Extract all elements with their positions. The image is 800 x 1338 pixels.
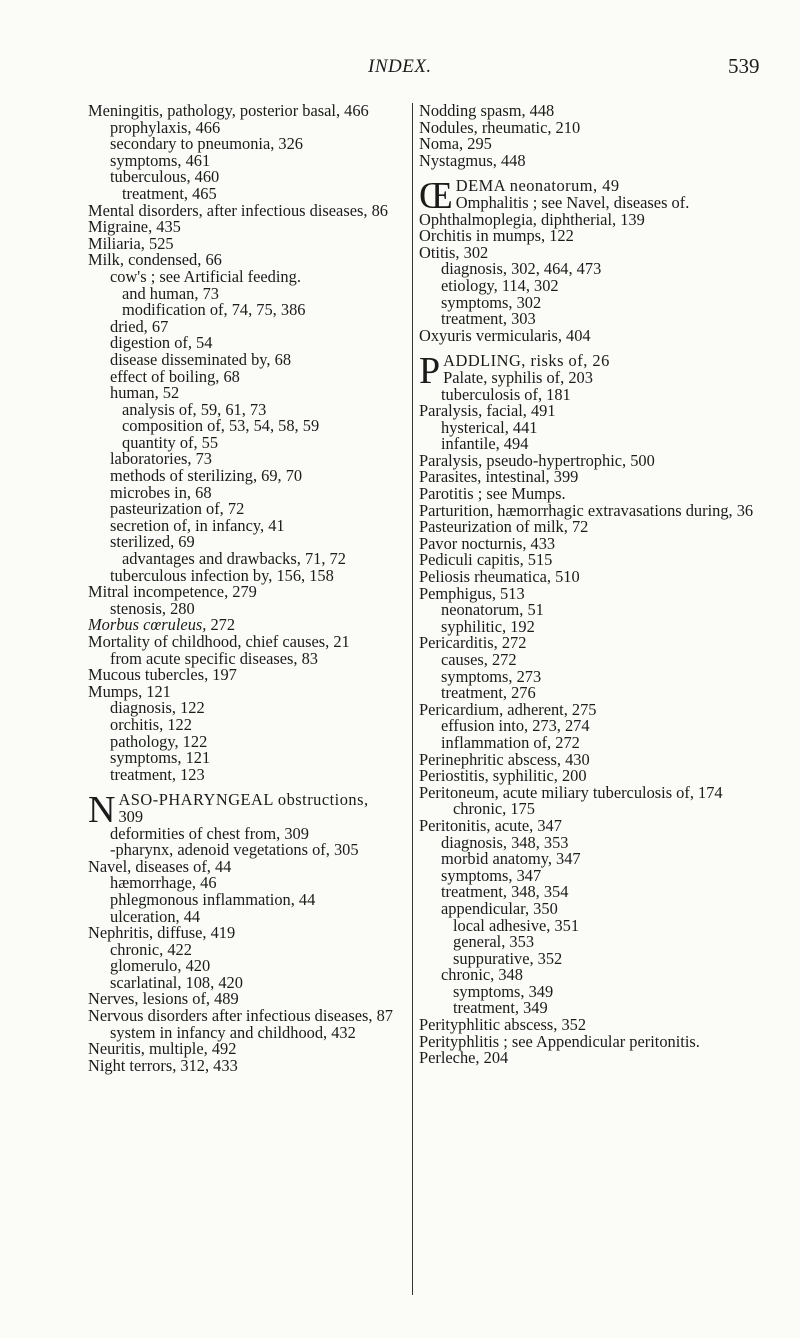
index-entry-text: treatment, 303 (441, 309, 536, 329)
index-entry (419, 150, 788, 170)
index-entry-text: Meningitis, pathology, posterior basal, 466 (88, 101, 369, 120)
index-entry-text: modification of, 74, 75, 386 (122, 300, 306, 320)
index-entry-text: tuberculous infection by, 156, 158 (110, 565, 334, 585)
index-entries-p (419, 384, 788, 1068)
index-entry-text: Mental disorders, after infectious diseases, 86 (88, 200, 388, 220)
index-entry-text: Miliaria, 525 (88, 233, 174, 253)
index-entry-text: tuberculosis of, 181 (441, 384, 571, 404)
index-entry-text: chronic, 422 (110, 939, 192, 959)
drop-line-1: DEMA neonatorum, 49 (455, 176, 620, 196)
index-entry-text: general, 353 (453, 932, 535, 952)
index-entry (419, 1050, 788, 1067)
page-header (0, 50, 800, 80)
index-entry-text: symptoms, 273 (441, 666, 542, 686)
index-entry-text: Paralysis, pseudo-hypertrophic, 500 (419, 450, 655, 470)
index-entry-text: Nervous disorders after infectious diseases, 87 (88, 1006, 393, 1026)
index-entry-text: hæmorrhage, 46 (110, 873, 217, 893)
index-entry-text: treatment, 465 (122, 183, 217, 203)
index-entry-text: from acute specific diseases, 83 (110, 648, 318, 668)
index-entry-text: dried, 67 (110, 316, 169, 336)
index-entry-text: Pasteurization of milk, 72 (419, 517, 589, 537)
index-entry-text: Noma, 295 (419, 134, 492, 154)
index-entry-text: treatment, 276 (441, 683, 536, 703)
index-entry-text: and human, 73 (122, 283, 219, 303)
index-entry-text: Mitral incompetence, 279 (88, 582, 257, 602)
index-entry-text: Nerves, lesions of, 489 (88, 989, 239, 1009)
index-entry-text: glomerulo, 420 (110, 956, 211, 976)
index-entry-text: Parturition, hæmorrhagic extravasations during, 36 (419, 500, 754, 520)
drop-line-2: Omphalitis ; see Navel, diseases of. (455, 192, 690, 212)
index-entry-text: syphilitic, 192 (441, 616, 535, 636)
index-entry-text: Paralysis, facial, 491 (419, 401, 556, 421)
index-entry-text: phlegmonous inflammation, 44 (110, 889, 316, 909)
index-entry-text: treatment, 348, 354 (441, 882, 569, 902)
section-o-heading (419, 175, 788, 218)
index-entry-text: effect of boiling, 68 (110, 366, 240, 386)
index-entries-n (88, 823, 406, 1075)
index-entry-text: suppurative, 352 (453, 948, 563, 968)
section-n-heading (88, 789, 406, 832)
section-p-heading (419, 350, 788, 393)
index-entry-text: Peritonitis, acute, 347 (419, 815, 562, 835)
index-entry-text: sterilized, 69 (110, 532, 195, 552)
index-entry-text: Peritoneum, acute miliary tuberculosis of, 174 (419, 782, 723, 802)
index-entry-text: inflammation of, 272 (441, 732, 580, 752)
index-entry-text: Pemphigus, 513 (419, 583, 525, 603)
index-entry (419, 898, 788, 918)
index-entry-text: tuberculous, 460 (110, 167, 220, 187)
index-entry (88, 889, 406, 909)
index-entry-text: Navel, diseases of, 44 (88, 856, 232, 876)
index-entry-text: Pericarditis, 272 (419, 633, 527, 653)
index-entry-text: symptoms, 121 (110, 748, 211, 768)
index-entry-text: Perinephritic abscess, 430 (419, 749, 590, 769)
index-entry-text: appendicular, 350 (441, 898, 558, 918)
index-entry-text: Nodding spasm, 448 (419, 101, 555, 120)
index-entry-text: Nephritis, diffuse, 419 (88, 923, 236, 943)
index-entry-text: Migraine, 435 (88, 217, 181, 237)
index-entry-text: system in infancy and childhood, 432 (110, 1022, 356, 1042)
index-entry-text: treatment, 123 (110, 764, 205, 784)
index-entry-text: Parasites, intestinal, 399 (419, 467, 579, 487)
index-entry-text: secondary to pneumonia, 326 (110, 134, 303, 154)
index-entry-text: advantages and drawbacks, 71, 72 (122, 549, 346, 569)
index-entry (88, 764, 406, 784)
index-entry-text: causes, 272 (441, 650, 517, 669)
index-column-left (88, 103, 406, 1074)
index-entries-o (419, 209, 788, 345)
index-entry-text: scarlatinal, 108, 420 (110, 972, 243, 992)
index-entry-text: Perleche, 204 (419, 1048, 509, 1068)
index-entry-text: composition of, 53, 54, 58, 59 (122, 416, 320, 436)
drop-line-2: 309 (118, 806, 144, 826)
index-entry-text: Perityphlitic abscess, 352 (419, 1015, 587, 1035)
index-entry-text: etiology, 114, 302 (441, 275, 559, 295)
index-entry-text: Orchitis in mumps, 122 (419, 226, 574, 246)
index-entry-text: Oxyuris vermicularis, 404 (419, 325, 591, 345)
index-entry-text: stenosis, 280 (110, 598, 195, 618)
index-entry-text: digestion of, 54 (110, 333, 213, 353)
index-entry-text: laboratories, 73 (110, 449, 212, 469)
index-entry-text: Perityphlitis ; see Appendicular peritonitis. (419, 1031, 700, 1051)
index-entry-text: Milk, condensed, 66 (88, 250, 222, 270)
index-entry-text: Mumps, 121 (88, 681, 171, 701)
index-entry-text: morbid anatomy, 347 (441, 849, 581, 869)
index-entry (88, 1055, 406, 1075)
index-entry-text: symptoms, 461 (110, 150, 211, 170)
drop-line-1: ASO-PHARYNGEAL obstructions, (118, 790, 369, 810)
index-entry-text: symptoms, 302 (441, 292, 542, 312)
index-entry-text: chronic, 348 (441, 965, 523, 985)
index-entry-text: Neuritis, multiple, 492 (88, 1039, 237, 1059)
index-entry-text: Ophthalmoplegia, diphtherial, 139 (419, 209, 645, 229)
index-entry-text: diagnosis, 122 (110, 698, 205, 718)
drop-cap-o: Œ (419, 175, 453, 218)
index-entry-text: deformities of chest from, 309 (110, 823, 309, 843)
index-entry-text: hysterical, 441 (441, 417, 538, 437)
index-entry-text: Otitis, 302 (419, 242, 489, 262)
index-entry-text: prophylaxis, 466 (110, 117, 221, 137)
index-entry-text: chronic, 175 (453, 799, 535, 819)
index-entry-text: effusion into, 273, 274 (441, 716, 590, 736)
index-entry (88, 349, 406, 369)
index-entry-text: Periostitis, syphilitic, 200 (419, 766, 587, 786)
index-entry-text: Parotitis ; see Mumps. (419, 484, 566, 504)
page-number: 539 (728, 54, 760, 78)
drop-line-1: ADDLING, risks of, 26 (443, 351, 610, 371)
index-entry-text: ulceration, 44 (110, 906, 201, 926)
index-entry-text: cow's ; see Artificial feeding. (110, 266, 301, 286)
drop-line-2: Palate, syphilis of, 203 (443, 367, 593, 387)
index-entry-text: Pavor nocturnis, 433 (419, 533, 556, 553)
index-entry-text: symptoms, 349 (453, 981, 554, 1001)
index-entry-text: pathology, 122 (110, 731, 208, 751)
index-entry-text: quantity of, 55 (122, 432, 219, 452)
index-entry-text: Mucous tubercles, 197 (88, 665, 237, 685)
index-entries-m (88, 103, 406, 783)
drop-cap-p: P (419, 350, 441, 393)
index-entry-text: microbes in, 68 (110, 482, 212, 502)
index-entry-text: pasteurization of, 72 (110, 499, 245, 519)
index-entry-text: Mortality of childhood, chief causes, 21 (88, 632, 350, 651)
index-entry-text: symptoms, 347 (441, 865, 542, 885)
index-entry-text: Pediculi capitis, 515 (419, 550, 553, 570)
index-entry-text: Nodules, rheumatic, 210 (419, 117, 581, 137)
index-entry-text: diagnosis, 348, 353 (441, 832, 569, 852)
index-entry-text: Night terrors, 312, 433 (88, 1055, 238, 1075)
index-entry-text: Nystagmus, 448 (419, 150, 526, 170)
index-entry-text: Morbus cœruleus, 272 (88, 615, 236, 635)
index-entry-text: disease disseminated by, 68 (110, 349, 292, 369)
index-entry-text: Pericardium, adherent, 275 (419, 699, 597, 719)
index-entry-text: orchitis, 122 (110, 714, 192, 734)
index-entry-text: human, 52 (110, 383, 180, 403)
drop-cap-n: N (88, 789, 116, 832)
index-column-right (412, 103, 788, 1295)
index-entry-text: neonatorum, 51 (441, 600, 544, 620)
index-entry-text: infantile, 494 (441, 434, 529, 454)
index-entry (419, 325, 788, 345)
index-entry-text: methods of sterilizing, 69, 70 (110, 466, 303, 486)
index-entry-text: diagnosis, 302, 464, 473 (441, 259, 602, 279)
index-entry-text: treatment, 349 (453, 998, 548, 1018)
index-entry-text: -pharynx, adenoid vegetations of, 305 (110, 840, 359, 860)
index-entries-n-cont (419, 103, 788, 169)
index-entry-text: Peliosis rheumatica, 510 (419, 567, 580, 587)
index-entry-text: local adhesive, 351 (453, 915, 580, 935)
index-entry-text: analysis of, 59, 61, 73 (122, 399, 267, 419)
running-head-title: INDEX. (368, 56, 432, 77)
index-entry-text: secretion of, in infancy, 41 (110, 515, 285, 535)
